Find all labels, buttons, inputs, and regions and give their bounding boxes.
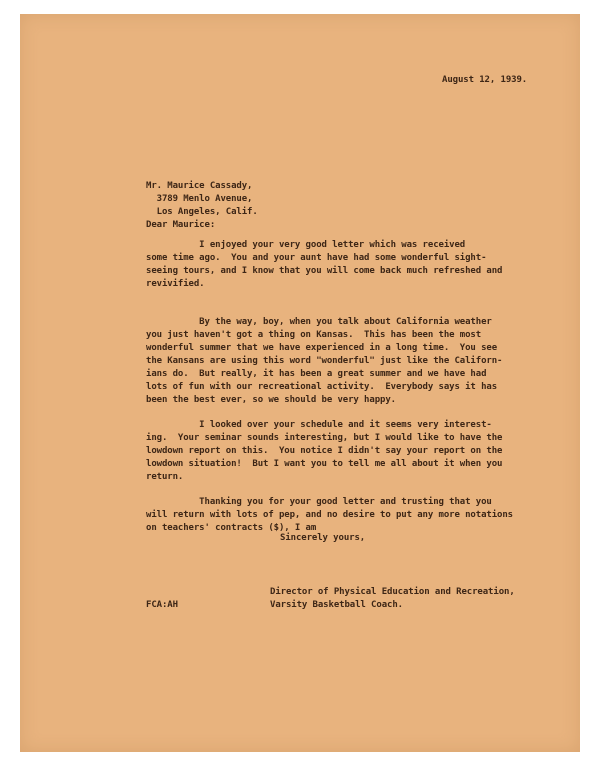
paragraph-line: on teachers' contracts ($), I am [146, 523, 317, 533]
paragraph-line: return. [146, 472, 184, 482]
letter-page [20, 14, 580, 752]
paragraph-line: revivified. [146, 279, 205, 289]
signature-title-line-2: Varsity Basketball Coach. [270, 600, 403, 610]
paragraph-line: will return with lots of pep, and no desire to put any more notations [146, 510, 513, 520]
paragraph-line: seeing tours, and I know that you will come back much refreshed and [146, 266, 503, 276]
paragraph-2 [146, 316, 502, 407]
paragraph-line: been the best ever, so we should be very happy. [146, 395, 396, 405]
signature-title-line-1: Director of Physical Education and Recreation, [270, 587, 515, 597]
address-line-city: Los Angeles, Calif. [146, 207, 258, 217]
paragraph-line: lowdown report on this. You notice I didn't say your report on the [146, 446, 503, 456]
paragraph-line: lots of fun with our recreational activity. Everybody says it has [146, 382, 498, 392]
paragraph-3 [146, 419, 502, 484]
paragraph-line: wonderful summer that we have experienced in a long time. You see [146, 343, 498, 353]
paragraph-line: Thanking you for your good letter and trusting that you [146, 497, 492, 507]
paragraph-line: I enjoyed your very good letter which was received [146, 240, 466, 250]
paragraph-1 [146, 239, 502, 291]
letter-date: August 12, 1939. [442, 75, 528, 85]
closing: Sincerely yours, [280, 533, 366, 543]
paragraph-line: ians do. But really, it has been a great summer and we have had [146, 369, 487, 379]
paragraph-4 [146, 496, 513, 535]
paragraph-line: some time ago. You and your aunt have had some wonderful sight- [146, 253, 487, 263]
address-line-street: 3789 Menlo Avenue, [146, 194, 253, 204]
paragraph-line: ing. Your seminar sounds interesting, but I would like to have the [146, 433, 503, 443]
paragraph-line: you just haven't got a thing on Kansas. This has been the most [146, 330, 482, 340]
paragraph-line: I looked over your schedule and it seems very interest- [146, 420, 492, 430]
paragraph-line: By the way, boy, when you talk about California weather [146, 317, 492, 327]
paragraph-line: lowdown situation! But I want you to tell me all about it when you [146, 459, 503, 469]
signature-block [270, 586, 515, 612]
paragraph-line: the Kansans are using this word "wonderful" just like the Californ- [146, 356, 503, 366]
salutation: Dear Maurice: [146, 220, 216, 230]
address-line-name: Mr. Maurice Cassady, [146, 181, 253, 191]
recipient-address [146, 180, 258, 219]
reference-initials: FCA:AH [146, 600, 178, 610]
